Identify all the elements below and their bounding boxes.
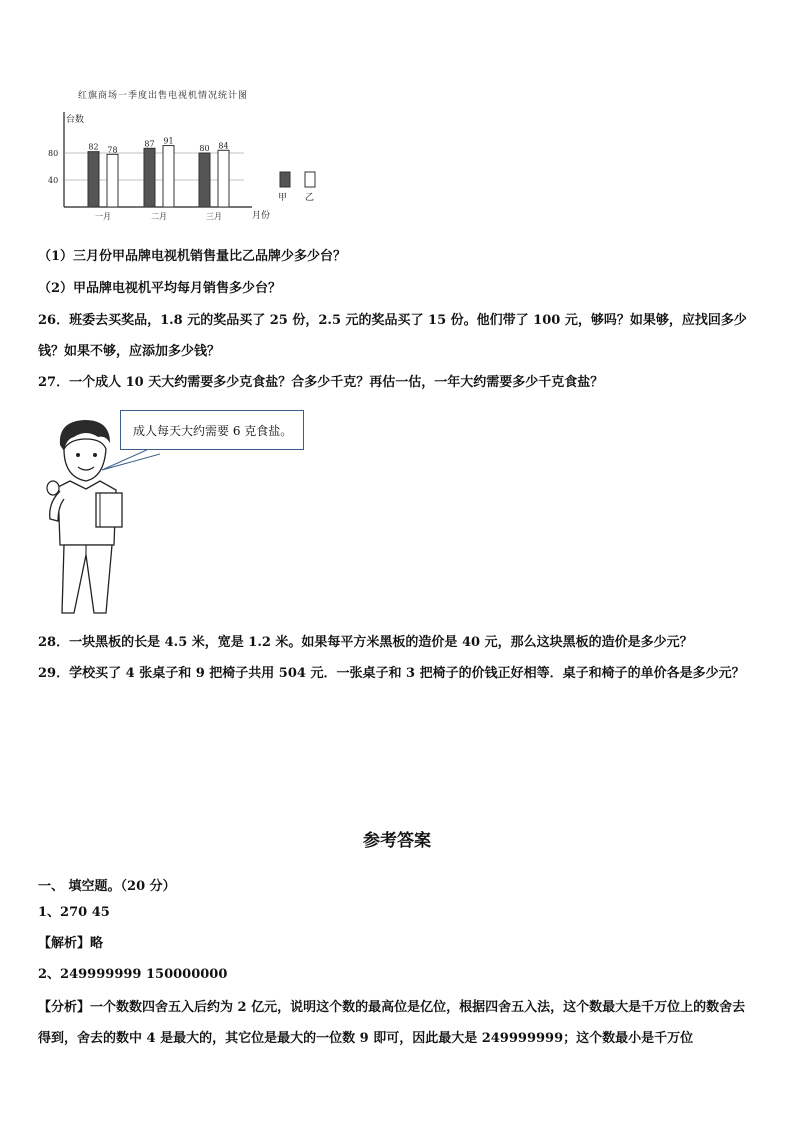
chart-title: 红旗商场一季度出售电视机情况统计图	[78, 91, 249, 101]
question-27: 27．一个成人 10 天大约需要多少克食盐？合多少千克？再估一估，一年大约需要多少千克食盐？	[38, 375, 604, 390]
y-tick-label: 80	[48, 149, 59, 158]
bar-value-label: 87	[144, 139, 155, 149]
bar-jia	[199, 153, 210, 207]
answer-2: 2、249999999 150000000	[38, 967, 228, 982]
question-29: 29．学校买了 4 张桌子和 9 把椅子共用 504 元．一张桌子和 3 把椅子的价钱正好相等．桌子和椅子的单价各是多少元？	[38, 666, 745, 681]
speech-bubble: 成人每天大约需要 6 克食盐。	[120, 410, 304, 450]
bar-value-label: 80	[199, 144, 210, 153]
legend-jia-swatch	[280, 172, 290, 187]
question-28: 28．一块黑板的长是 4.5 米，宽是 1.2 米。如果每平方米黑板的造价是 40 元，那么这块黑板的造价是多少元？	[38, 635, 693, 650]
bar-yi	[163, 146, 174, 207]
x-axis-label: 月份	[252, 211, 271, 221]
bar-value-label: 82	[88, 142, 99, 152]
answer-section-1: 一、 填空题。（20 分）	[38, 879, 176, 894]
y-axis-label: 台数	[66, 115, 85, 125]
legend-jia-label: 甲	[278, 193, 288, 203]
bar-value-label: 84	[218, 141, 229, 151]
answer-1-analysis: 【解析】略	[38, 936, 104, 951]
answer-title: 参考答案	[363, 831, 431, 851]
answer-1: 1、270 45	[38, 905, 110, 920]
bar-jia	[88, 152, 99, 207]
bar-yi	[107, 154, 118, 207]
question-25-1: （1）三月份甲品牌电视机销售量比乙品牌少多少台？	[38, 249, 347, 264]
x-tick-label: 二月	[151, 212, 167, 221]
bar-value-label: 78	[107, 145, 118, 155]
bar-value-label: 91	[163, 136, 174, 146]
legend-yi-label: 乙	[305, 193, 315, 203]
x-tick-label: 三月	[206, 212, 222, 221]
question-26: 26．班委去买奖品，1.8 元的奖品买了 25 份，2.5 元的奖品买了 15 份。他们带了 100 元，够吗？如果够，应找回多少钱？如果不够，应添加多少钱？	[38, 313, 747, 359]
bar-jia	[144, 148, 155, 207]
legend-yi-swatch	[305, 172, 315, 187]
bar-yi	[218, 150, 229, 207]
bar-chart	[30, 100, 330, 230]
y-tick-label: 40	[48, 176, 59, 185]
x-tick-label: 一月	[95, 212, 111, 221]
answer-2-analysis: 【分析】一个数数四舍五入后约为 2 亿元，说明这个数的最高位是亿位，根据四舍五入法，这个数最大是千万位上的数舍去得到，舍去的数中 4 是最大的，其它位是最大的一位数 9 即可，因此最大是 249999999；这个数最小是千万位	[38, 1000, 746, 1046]
question-25-2: （2）甲品牌电视机平均每月销售多少台？	[38, 281, 282, 296]
